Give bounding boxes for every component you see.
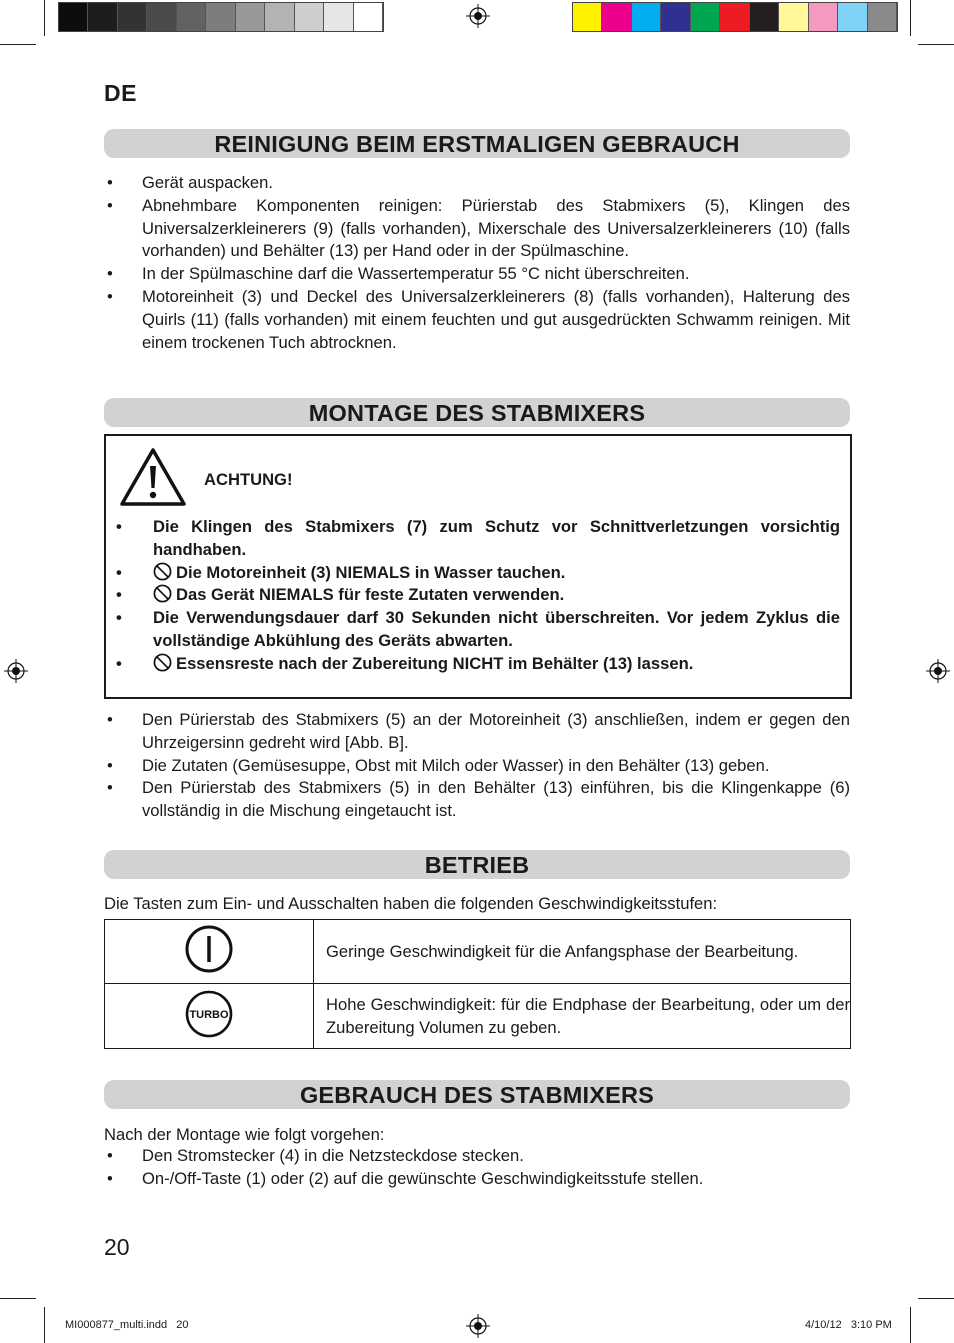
list-item: • Gerät auspacken. bbox=[104, 172, 850, 195]
warning-title: ACHTUNG! bbox=[204, 470, 293, 489]
color-swatch bbox=[661, 3, 690, 31]
prohibited-icon bbox=[153, 562, 172, 581]
gray-swatch bbox=[118, 3, 147, 31]
color-swatch bbox=[868, 3, 897, 31]
color-swatch bbox=[720, 3, 749, 31]
gray-swatch bbox=[354, 3, 383, 31]
gray-swatch bbox=[88, 3, 117, 31]
registration-mark-icon bbox=[466, 4, 490, 28]
warning-item bbox=[116, 562, 840, 585]
gray-swatch bbox=[236, 3, 265, 31]
gray-swatch bbox=[265, 3, 294, 31]
gray-swatch bbox=[206, 3, 235, 31]
list-item: • On-/Off-Taste (1) oder (2) auf die gewünschte Geschwindigkeitsstufe stellen. bbox=[104, 1168, 850, 1191]
speed-table bbox=[104, 919, 851, 1049]
warning-item bbox=[116, 607, 840, 653]
list-item: • Den Pürierstab des Stabmixers (5) an der Motoreinheit (3) anschließen, indem er gegen den Uhrzeigersinn gedreht wird [Abb. B]. bbox=[104, 709, 850, 755]
power-button-icon bbox=[184, 924, 234, 974]
warning-item-text: Die Verwendungsdauer darf 30 Sekunden nicht überschreiten. Vor jedem Zyklus die vollständige Abkühlung des Geräts abwarten. bbox=[153, 608, 840, 650]
usage-list bbox=[104, 1145, 850, 1191]
footer-file-name: MI000877_multi.indd 20 bbox=[65, 1319, 189, 1331]
assembly-list bbox=[104, 709, 850, 823]
list-item: • In der Spülmaschine darf die Wassertemperatur 55 °C nicht überschreiten. bbox=[104, 263, 850, 286]
registration-mark-icon bbox=[466, 1314, 490, 1338]
section-title-cleaning: REINIGUNG BEIM ERSTMALIGEN GEBRAUCH bbox=[104, 129, 850, 158]
cmyk-color-bar bbox=[572, 2, 898, 32]
gray-swatch bbox=[147, 3, 176, 31]
table-cell-text: Hohe Geschwindigkeit: für die Endphase der Bearbeitung, oder um der Zubereitung Volumen zu geben. bbox=[314, 984, 851, 1049]
usage-intro: Nach der Montage wie folgt vorgehen: bbox=[104, 1125, 385, 1144]
language-label: DE bbox=[104, 80, 137, 106]
color-swatch bbox=[779, 3, 808, 31]
color-swatch bbox=[602, 3, 631, 31]
prohibited-icon bbox=[153, 653, 172, 672]
section-title-usage: GEBRAUCH DES STABMIXERS bbox=[104, 1080, 850, 1109]
warning-item-text: Essensreste nach der Zubereitung NICHT im Behälter (13) lassen. bbox=[176, 653, 694, 673]
turbo-label: TURBO bbox=[189, 1008, 229, 1021]
color-swatch bbox=[573, 3, 602, 31]
table-cell-text: Geringe Geschwindigkeit für die Anfangsphase der Bearbeitung. bbox=[314, 920, 851, 984]
warning-item bbox=[116, 516, 840, 562]
list-item: • Den Stromstecker (4) in die Netzsteckdose stecken. bbox=[104, 1145, 850, 1168]
warning-box bbox=[104, 434, 852, 699]
warning-triangle-icon bbox=[118, 446, 188, 508]
table-row bbox=[105, 984, 851, 1049]
section-title-assembly: MONTAGE DES STABMIXERS bbox=[104, 398, 850, 427]
color-swatch bbox=[632, 3, 661, 31]
color-swatch bbox=[838, 3, 867, 31]
operation-intro: Die Tasten zum Ein- und Ausschalten haben die folgenden Geschwindigkeitsstufen: bbox=[104, 894, 718, 913]
table-cell-icon bbox=[105, 984, 314, 1049]
list-item: • Motoreinheit (3) und Deckel des Universalzerkleinerers (8) (falls vorhanden), Halterung des Quirls (11) (falls vorhanden) mit einem feuchten und gut ausgedrückten Schwamm reinigen. Mit einem trockenen Tuch abtrocknen. bbox=[104, 286, 850, 354]
color-swatch bbox=[809, 3, 838, 31]
table-row bbox=[105, 920, 851, 984]
gray-swatch bbox=[295, 3, 324, 31]
list-item: • Abnehmbare Komponenten reinigen: Pürierstab des Stabmixers (5), Klingen des Universalzerkleinerers (9) (falls vorhanden), Mixerschale des Universalzerkleinerers (10) (falls vorhanden) und Behälter (13) per Hand oder in der Spülmaschine. bbox=[104, 195, 850, 263]
prohibited-icon bbox=[153, 584, 172, 603]
cleaning-list bbox=[104, 172, 850, 354]
registration-mark-icon bbox=[4, 659, 28, 683]
list-item: • Den Pürierstab des Stabmixers (5) in den Behälter (13) einführen, bis die Klingenkappe (6) vollständig in die Mischung eingetaucht ist. bbox=[104, 777, 850, 823]
warning-item-text: Die Klingen des Stabmixers (7) zum Schutz vor Schnittverletzungen vorsichtig handhaben. bbox=[153, 517, 840, 559]
list-item: • Die Zutaten (Gemüsesuppe, Obst mit Milch oder Wasser) in den Behälter (13) geben. bbox=[104, 755, 850, 778]
section-title-operation: BETRIEB bbox=[104, 850, 850, 879]
registration-mark-icon bbox=[926, 659, 950, 683]
footer-date: 4/10/12 3:10 PM bbox=[805, 1319, 892, 1331]
gray-swatch bbox=[324, 3, 353, 31]
color-swatch bbox=[750, 3, 779, 31]
turbo-button-icon bbox=[183, 988, 235, 1040]
warning-item-text: Die Motoreinheit (3) NIEMALS in Wasser tauchen. bbox=[176, 562, 566, 582]
table-cell-icon bbox=[105, 920, 314, 984]
gray-swatch bbox=[177, 3, 206, 31]
gray-swatch bbox=[59, 3, 88, 31]
warning-item-text: Das Gerät NIEMALS für feste Zutaten verwenden. bbox=[176, 585, 565, 605]
warning-list bbox=[116, 516, 840, 676]
warning-item bbox=[116, 584, 840, 607]
page-number: 20 bbox=[104, 1234, 130, 1260]
color-swatch bbox=[691, 3, 720, 31]
warning-item bbox=[116, 653, 840, 676]
grayscale-color-bar bbox=[58, 2, 384, 32]
